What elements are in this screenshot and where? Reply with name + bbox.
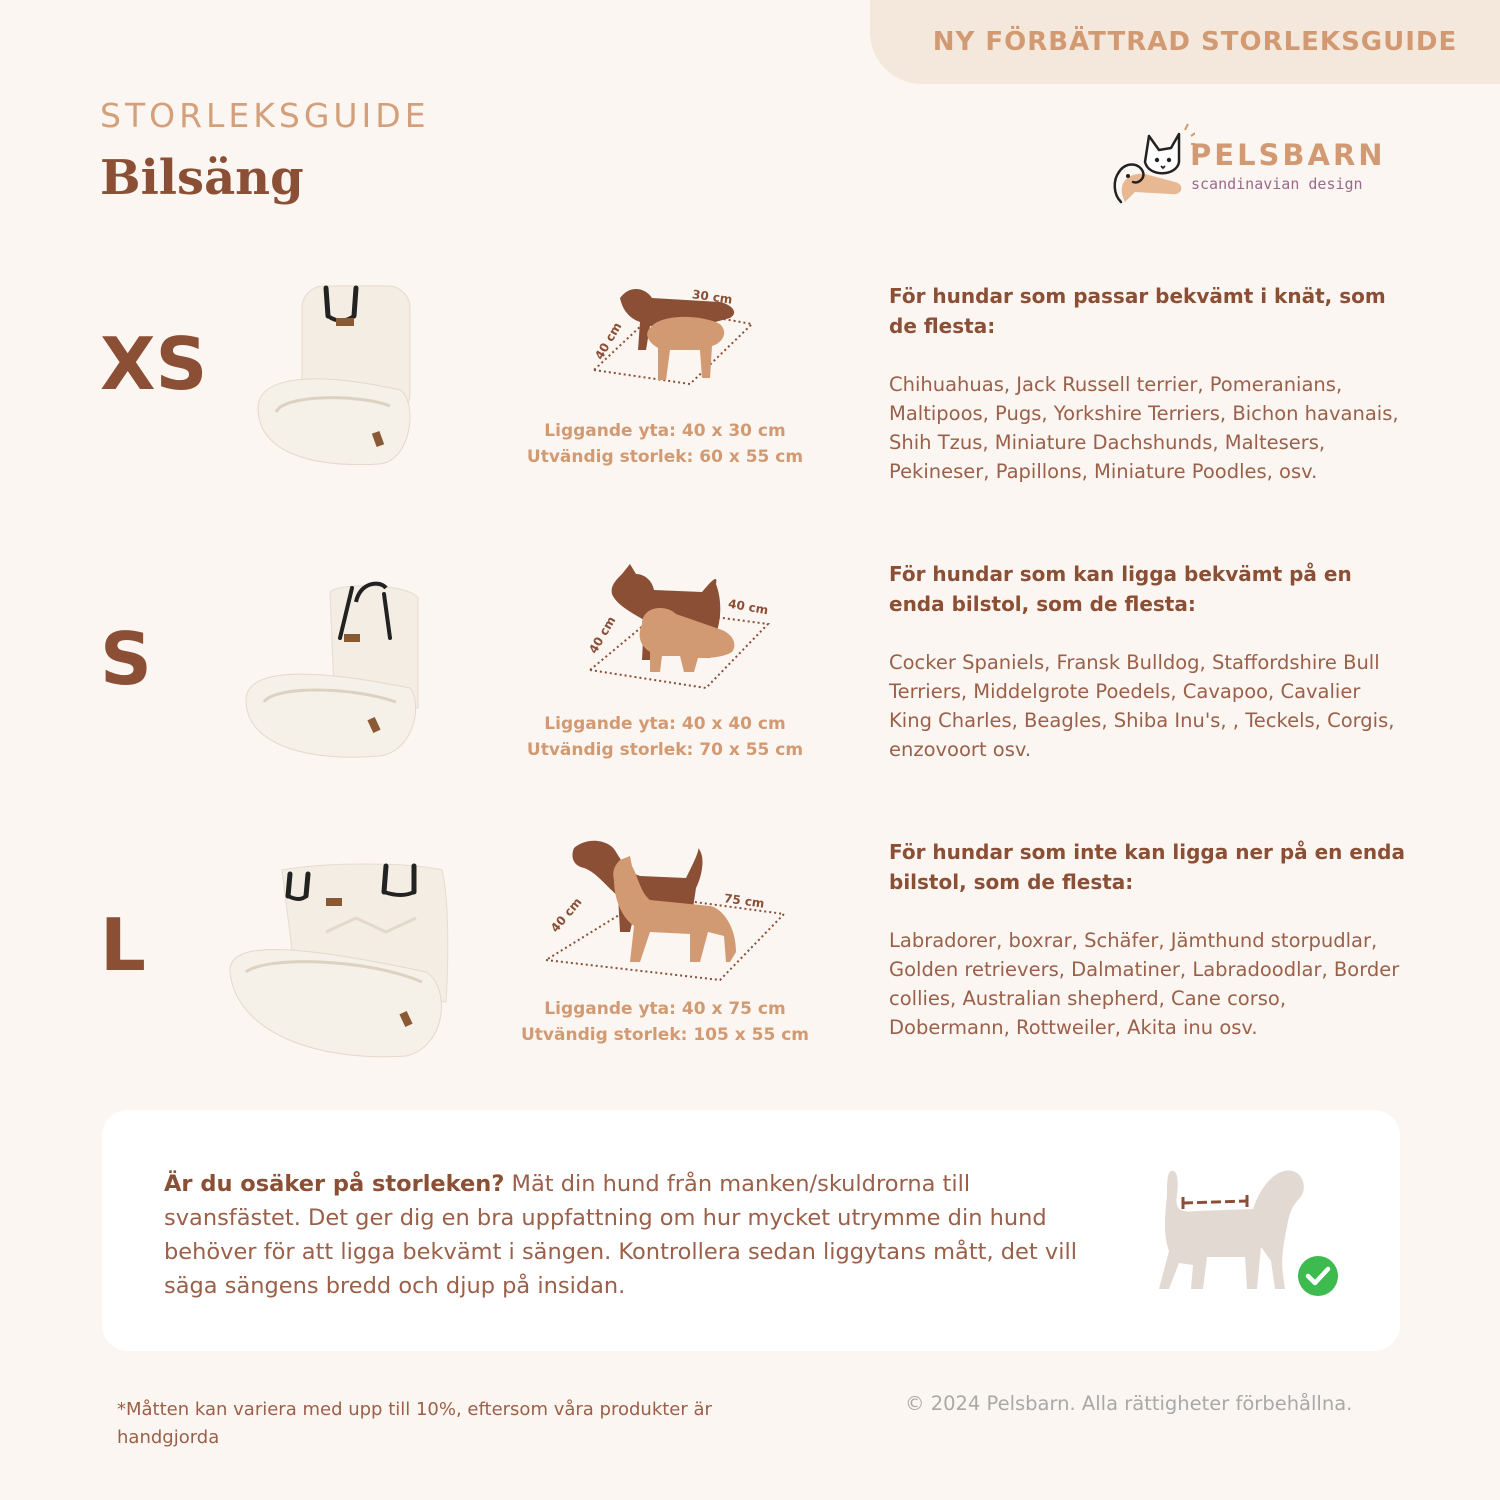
dimension-width: 40 cm: [727, 596, 770, 618]
size-description-s: [889, 559, 1409, 764]
outer-size: Utvändig storlek: 105 x 55 cm: [520, 1025, 809, 1045]
size-label: XS: [100, 322, 208, 406]
dimension-width: 30 cm: [691, 287, 734, 307]
footnote: *Måtten kan variera med upp till 10%, eftersom våra produkter är handgjorda: [117, 1399, 712, 1448]
cat-dog-logo-icon: [1105, 122, 1195, 212]
size-description-xs: [889, 281, 1409, 486]
logo-tagline: scandinavian design: [1191, 175, 1363, 193]
size-description-l: [889, 837, 1409, 1042]
dog-silhouette-icon: [1157, 1165, 1307, 1295]
section-label: STORLEKSGUIDE: [100, 96, 430, 135]
page-title: Bilsäng: [100, 150, 304, 206]
description-heading: För hundar som kan ligga bekvämt på en enda bilstol, som de flesta:: [889, 562, 1352, 616]
bed-image-xs: [250, 282, 420, 472]
help-body: Mät din hund från manken/skuldrorna till svansfästet. Det ger dig en bra uppfattning om hur mycket utrymme din hund behöver för att ligga bekvämt i sängen. Kontrollera sedan liggytans mått, det vill säga sängens bredd och djup på insidan.: [164, 1171, 1077, 1299]
logo-name: PELSBARN: [1190, 138, 1386, 172]
size-specs-s: [515, 711, 815, 763]
size-label: S: [100, 617, 152, 701]
description-heading: För hundar som passar bekvämt i knät, som de flesta:: [889, 284, 1386, 338]
dimension-depth: 40 cm: [547, 894, 585, 936]
breed-list: Chihuahuas, Jack Russell terrier, Pomeranians, Maltipoos, Pugs, Yorkshire Terriers, Bichon havanais, Shih Tzus, Miniature Dachshunds, Maltesers, Pekineser, Papillons, Miniature Poodles, osv.: [889, 373, 1399, 483]
dimension-depth: 40 cm: [592, 319, 625, 363]
dimension-depth: 40 cm: [586, 613, 619, 657]
size-specs-l: [515, 996, 815, 1048]
lying-area: Liggande yta: 40 x 30 cm: [544, 421, 786, 441]
help-text: [164, 1167, 1114, 1303]
lying-area: Liggande yta: 40 x 75 cm: [544, 999, 786, 1019]
brand-logo: [1105, 122, 1405, 217]
breed-list: Labradorer, boxrar, Schäfer, Jämthund storpudlar, Golden retrievers, Dalmatiner, Labradoodlar, Border collies, Australian shepherd, Cane corso, Dobermann, Rottweiler, Akita inu osv.: [889, 929, 1400, 1039]
breed-list: Cocker Spaniels, Fransk Bulldog, Staffordshire Bull Terriers, Middelgrote Poedels, Cavapoo, Cavalier King Charles, Beagles, Shiba Inu's, , Teckels, Corgis, enzovoort osv.: [889, 651, 1395, 761]
copyright: © 2024 Pelsbarn. Alla rättigheter förbehållna.: [905, 1392, 1353, 1415]
outer-size: Utvändig storlek: 60 x 55 cm: [526, 447, 804, 467]
size-label: L: [100, 903, 146, 987]
dimension-width: 75 cm: [723, 891, 766, 911]
size-help-card: [102, 1110, 1400, 1351]
top-banner: [870, 0, 1500, 84]
size-specs-xs: [515, 418, 815, 470]
check-icon: [1297, 1255, 1339, 1297]
lying-area: Liggande yta: 40 x 40 cm: [544, 714, 786, 734]
bed-image-l: [226, 862, 452, 1062]
banner-text: NY FÖRBÄTTRAD STORLEKSGUIDE: [932, 27, 1458, 57]
outer-size: Utvändig storlek: 70 x 55 cm: [526, 740, 804, 760]
bed-image-s: [240, 578, 425, 763]
help-question: Är du osäker på storleken?: [164, 1171, 505, 1197]
description-heading: För hundar som inte kan ligga ner på en enda bilstol, som de flesta:: [889, 840, 1405, 894]
